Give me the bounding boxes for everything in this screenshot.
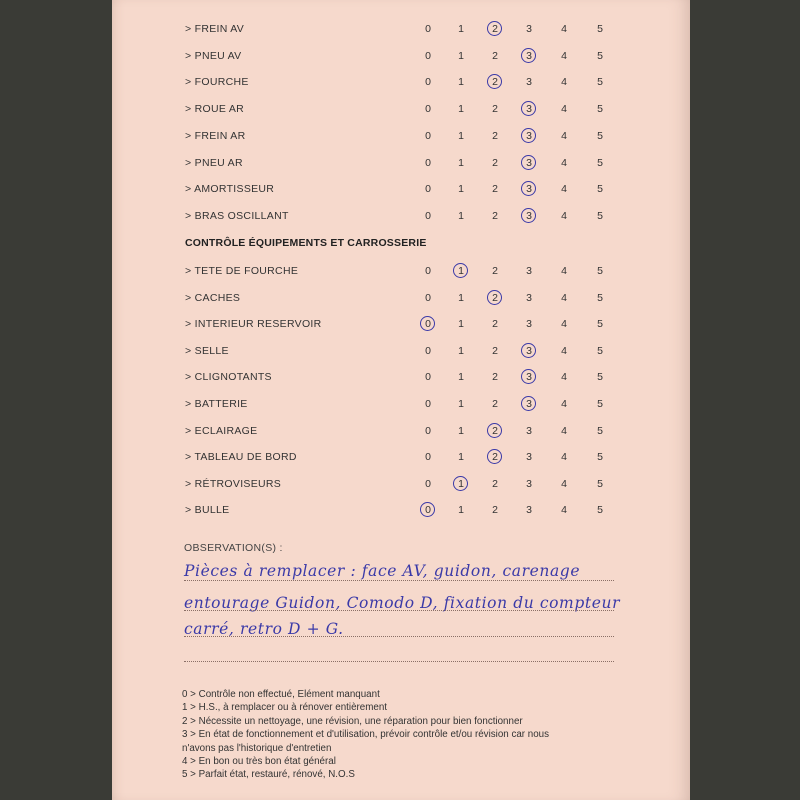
rating-row <box>112 288 690 308</box>
score-option-0: 0 <box>425 371 431 384</box>
item-label: > PNEU AV <box>185 49 242 62</box>
legend-line: 1 > H.S., à remplacer ou à rénover entièrement <box>182 702 388 714</box>
score-option-2: 2 <box>492 209 498 222</box>
score-option-2: 2 <box>492 76 498 89</box>
score-option-3: 3 <box>526 318 532 331</box>
score-option-4: 4 <box>561 318 567 331</box>
score-option-4: 4 <box>561 156 567 169</box>
score-option-4: 4 <box>561 451 567 464</box>
score-option-3: 3 <box>526 424 532 437</box>
score-option-5: 5 <box>597 156 603 169</box>
observation-line-3: carré, retro D + G. <box>184 620 344 638</box>
score-option-0: 0 <box>425 129 431 142</box>
rating-row <box>112 421 690 441</box>
score-option-1: 1 <box>458 504 464 517</box>
score-option-2: 2 <box>492 371 498 384</box>
score-option-1: 1 <box>458 318 464 331</box>
score-option-3: 3 <box>526 291 532 304</box>
score-option-3: 3 <box>526 183 532 196</box>
rating-row <box>112 206 690 226</box>
score-option-1: 1 <box>458 183 464 196</box>
score-option-2: 2 <box>492 451 498 464</box>
circled-score-mark <box>521 101 536 116</box>
score-option-2: 2 <box>492 318 498 331</box>
rating-row <box>112 46 690 66</box>
score-option-0: 0 <box>425 318 431 331</box>
rating-row <box>112 179 690 199</box>
item-label: > ECLAIRAGE <box>185 424 258 437</box>
score-option-0: 0 <box>425 209 431 222</box>
score-option-3: 3 <box>526 23 532 35</box>
score-option-0: 0 <box>425 477 431 490</box>
score-option-3: 3 <box>526 371 532 384</box>
dotted-line <box>184 661 614 662</box>
inspection-sheet <box>112 0 690 800</box>
item-label: > SELLE <box>185 344 229 357</box>
dotted-line <box>184 610 614 611</box>
score-option-3: 3 <box>526 209 532 222</box>
score-option-2: 2 <box>492 265 498 277</box>
circled-score-mark <box>521 155 536 170</box>
item-label: > BRAS OSCILLANT <box>185 209 289 222</box>
score-option-3: 3 <box>526 344 532 357</box>
score-option-4: 4 <box>561 504 567 517</box>
score-option-5: 5 <box>597 103 603 116</box>
score-option-1: 1 <box>458 129 464 142</box>
item-label: > BULLE <box>185 504 230 517</box>
score-option-5: 5 <box>597 451 603 464</box>
score-option-1: 1 <box>458 209 464 222</box>
score-option-5: 5 <box>597 344 603 357</box>
dotted-line <box>184 636 614 637</box>
score-option-1: 1 <box>458 156 464 169</box>
score-option-1: 1 <box>458 103 464 116</box>
circled-score-mark <box>487 21 502 36</box>
score-option-0: 0 <box>425 76 431 89</box>
item-label: > FOURCHE <box>185 76 249 89</box>
score-option-4: 4 <box>561 344 567 357</box>
score-option-2: 2 <box>492 129 498 142</box>
score-option-4: 4 <box>561 129 567 142</box>
score-option-2: 2 <box>492 103 498 116</box>
circled-score-mark <box>521 343 536 358</box>
item-label: > FREIN AR <box>185 129 246 142</box>
score-option-3: 3 <box>526 398 532 410</box>
circled-score-mark <box>487 423 502 438</box>
score-option-4: 4 <box>561 371 567 384</box>
score-option-5: 5 <box>597 209 603 222</box>
score-option-0: 0 <box>425 398 431 410</box>
score-option-2: 2 <box>492 49 498 62</box>
score-option-5: 5 <box>597 477 603 490</box>
score-option-1: 1 <box>458 344 464 357</box>
circled-score-mark <box>453 263 468 278</box>
section-title: CONTRÔLE ÉQUIPEMENTS ET CARROSSERIE <box>185 237 427 249</box>
score-option-3: 3 <box>526 49 532 62</box>
rating-row <box>112 500 690 520</box>
score-option-0: 0 <box>425 103 431 116</box>
score-option-3: 3 <box>526 504 532 517</box>
score-option-0: 0 <box>425 23 431 35</box>
score-option-2: 2 <box>492 291 498 304</box>
rating-row <box>112 19 690 39</box>
item-label: > PNEU AR <box>185 156 243 169</box>
score-option-4: 4 <box>561 424 567 437</box>
item-label: > ROUE AR <box>185 103 245 116</box>
circled-score-mark <box>521 208 536 223</box>
legend-line: 0 > Contrôle non effectué, Elément manquant <box>182 689 380 700</box>
score-option-1: 1 <box>458 291 464 304</box>
score-option-3: 3 <box>526 477 532 490</box>
score-option-2: 2 <box>492 183 498 196</box>
score-option-5: 5 <box>597 76 603 89</box>
legend-line: 5 > Parfait état, restauré, rénové, N.O.S <box>182 769 355 781</box>
circled-score-mark <box>521 128 536 143</box>
score-option-5: 5 <box>597 424 603 437</box>
score-option-2: 2 <box>492 477 498 490</box>
item-label: > RÉTROVISEURS <box>185 477 282 490</box>
score-option-1: 1 <box>458 424 464 437</box>
observation-line-1: Pièces à remplacer : face AV, guidon, carenage <box>184 562 581 580</box>
rating-row <box>112 261 690 281</box>
observation-line-2: entourage Guidon, Comodo D, fixation du compteur <box>184 594 621 612</box>
score-option-3: 3 <box>526 103 532 116</box>
item-label: > CACHES <box>185 291 241 304</box>
score-option-2: 2 <box>492 156 498 169</box>
score-option-1: 1 <box>458 451 464 464</box>
score-option-5: 5 <box>597 291 603 304</box>
rating-row <box>112 474 690 494</box>
rating-row <box>112 314 690 334</box>
score-option-4: 4 <box>561 398 567 410</box>
score-option-0: 0 <box>425 291 431 304</box>
score-option-4: 4 <box>561 183 567 196</box>
rating-row <box>112 394 690 414</box>
score-option-5: 5 <box>597 129 603 142</box>
item-label: > BATTERIE <box>185 398 248 410</box>
legend-line: 2 > Nécessite un nettoyage, une révision, une réparation pour bien fonctionner <box>182 715 523 727</box>
observations-title: OBSERVATION(S) : <box>184 542 283 554</box>
rating-row <box>112 447 690 467</box>
circled-score-mark <box>521 48 536 63</box>
score-option-4: 4 <box>561 477 567 490</box>
item-label: > INTERIEUR RESERVOIR <box>185 318 322 331</box>
score-option-4: 4 <box>561 76 567 89</box>
score-option-5: 5 <box>597 504 603 517</box>
score-option-5: 5 <box>597 49 603 62</box>
score-option-4: 4 <box>561 209 567 222</box>
score-option-5: 5 <box>597 398 603 410</box>
score-option-4: 4 <box>561 103 567 116</box>
item-label: > AMORTISSEUR <box>185 183 275 196</box>
rating-row <box>112 72 690 92</box>
score-option-4: 4 <box>561 23 567 35</box>
score-option-4: 4 <box>561 291 567 304</box>
score-option-5: 5 <box>597 371 603 384</box>
score-option-0: 0 <box>425 265 431 277</box>
score-option-1: 1 <box>458 398 464 410</box>
rating-row <box>112 153 690 173</box>
score-option-5: 5 <box>597 265 603 277</box>
score-option-1: 1 <box>458 23 464 35</box>
score-option-1: 1 <box>458 477 464 490</box>
dotted-line <box>184 580 614 581</box>
score-option-0: 0 <box>425 344 431 357</box>
score-option-3: 3 <box>526 129 532 142</box>
legend-line: n'avons pas l'historique d'entretien <box>182 742 332 754</box>
score-option-0: 0 <box>425 424 431 437</box>
rating-row <box>112 341 690 361</box>
score-option-1: 1 <box>458 49 464 62</box>
circled-score-mark <box>521 396 536 411</box>
score-option-0: 0 <box>425 49 431 62</box>
legend-line: 4 > En bon ou très bon état général <box>182 756 336 768</box>
score-option-4: 4 <box>561 265 567 277</box>
rating-legend <box>182 688 602 782</box>
score-option-3: 3 <box>526 265 532 277</box>
score-option-5: 5 <box>597 183 603 196</box>
score-option-0: 0 <box>425 156 431 169</box>
score-option-4: 4 <box>561 49 567 62</box>
score-option-5: 5 <box>597 23 603 35</box>
rating-row <box>112 99 690 119</box>
item-label: > CLIGNOTANTS <box>185 371 272 384</box>
score-option-1: 1 <box>458 76 464 89</box>
score-option-0: 0 <box>425 504 431 517</box>
score-option-2: 2 <box>492 504 498 517</box>
score-option-2: 2 <box>492 424 498 437</box>
rating-row <box>112 126 690 146</box>
score-option-2: 2 <box>492 398 498 410</box>
score-option-0: 0 <box>425 183 431 196</box>
item-label: > FREIN AV <box>185 23 245 35</box>
score-option-0: 0 <box>425 451 431 464</box>
score-option-2: 2 <box>492 344 498 357</box>
rating-row <box>112 367 690 387</box>
score-option-2: 2 <box>492 23 498 35</box>
item-label: > TABLEAU DE BORD <box>185 451 297 464</box>
score-option-3: 3 <box>526 156 532 169</box>
score-option-1: 1 <box>458 265 464 277</box>
circled-score-mark <box>453 476 468 491</box>
circled-score-mark <box>487 290 502 305</box>
legend-line: 3 > En état de fonctionnement et d'utilisation, prévoir contrôle et/ou révision car nous <box>182 729 550 741</box>
item-label: > TETE DE FOURCHE <box>185 265 299 277</box>
score-option-3: 3 <box>526 76 532 89</box>
score-option-5: 5 <box>597 318 603 331</box>
score-option-3: 3 <box>526 451 532 464</box>
score-option-1: 1 <box>458 371 464 384</box>
